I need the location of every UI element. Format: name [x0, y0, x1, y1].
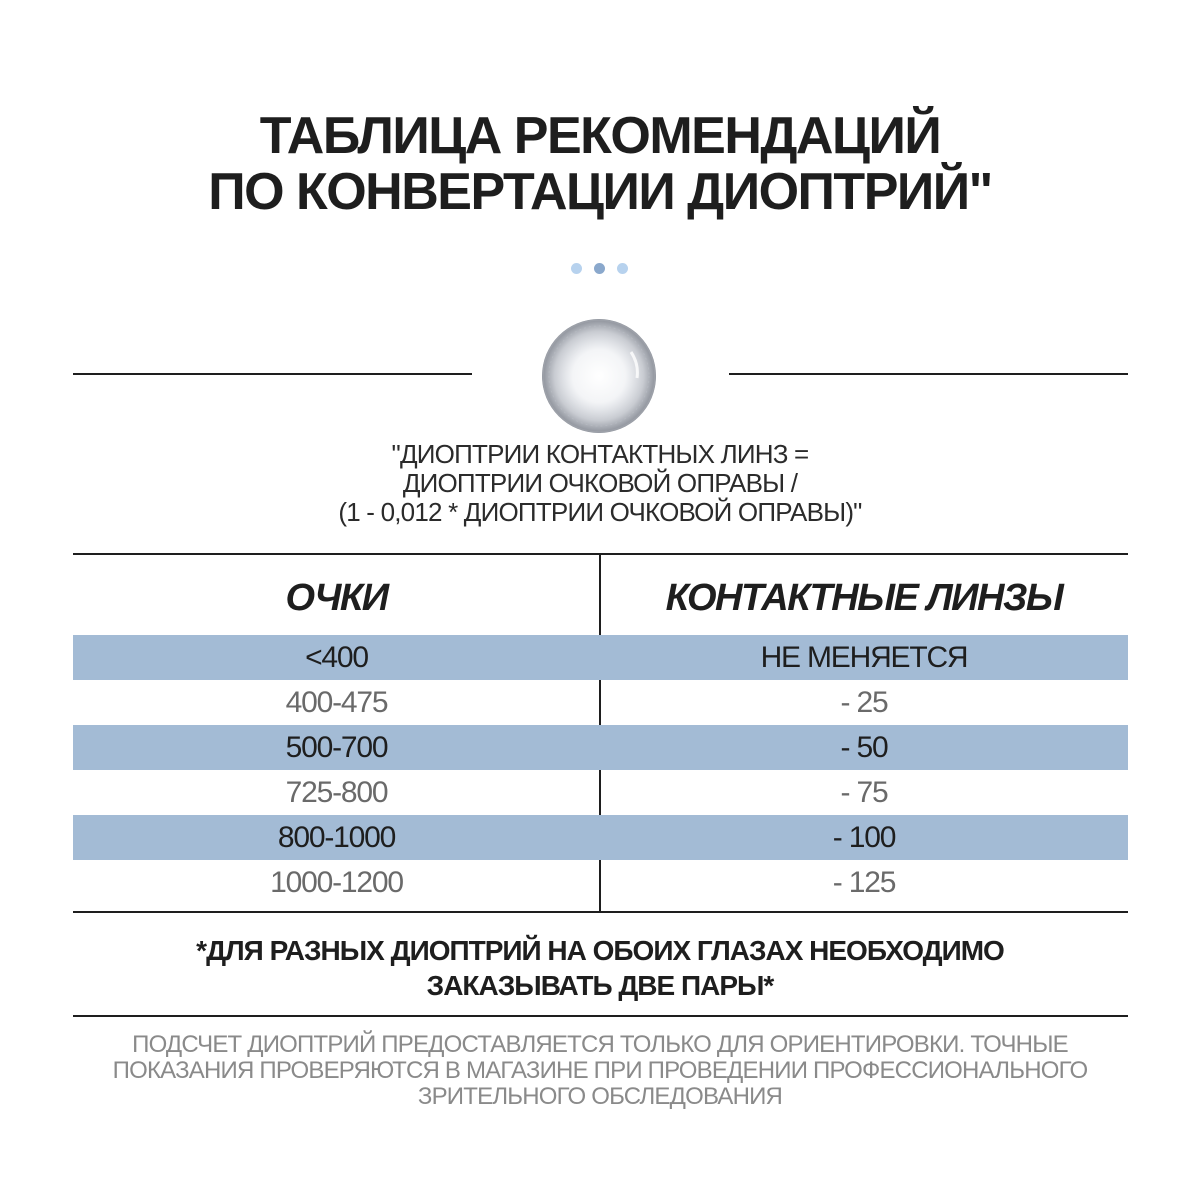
page-title-line-2: ПО КОНВЕРТАЦИИ ДИОПТРИЙ" [208, 163, 992, 221]
glasses-cell: 725-800 [285, 776, 388, 809]
disclaimer-line-2: ПОКАЗАНИЯ ПРОВЕРЯЮТСЯ В МАГАЗИНЕ ПРИ ПРОВЕДЕНИИ ПРОФЕССИОНАЛЬНОГО [112, 1057, 1088, 1084]
formula-line-3: (1 - 0,012 * ДИОПТРИИ ОЧКОВОЙ ОПРАВЫ)" [338, 497, 862, 527]
table-body [73, 635, 1128, 905]
glasses-cell: 1000-1200 [270, 866, 403, 899]
order-note [0, 933, 1200, 1003]
lens-cell: - 100 [832, 821, 896, 854]
disclaimer-line-3: ЗРИТЕЛЬНОГО ОБСЛЕДОВАНИЯ [417, 1083, 783, 1110]
divider-left [73, 373, 472, 375]
table-row [73, 860, 1128, 905]
page-title-line-1: ТАБЛИЦА РЕКОМЕНДАЦИЙ [259, 107, 941, 165]
column-header-glasses: ОЧКИ [285, 577, 388, 619]
table-row [73, 680, 1128, 725]
pagination-dot-3[interactable] [617, 263, 628, 274]
lens-cell: - 125 [832, 866, 896, 899]
disclaimer [0, 1032, 1200, 1110]
glasses-cell: 500-700 [285, 731, 388, 764]
table-row [73, 770, 1128, 815]
order-note-line-2: ЗАКАЗЫВАТЬ ДВЕ ПАРЫ* [426, 970, 774, 1001]
glasses-cell: <400 [305, 641, 368, 674]
page-title [0, 108, 1200, 220]
pagination-dot-1[interactable] [571, 263, 582, 274]
formula [0, 440, 1200, 527]
lens-cell: - 75 [840, 776, 888, 809]
column-header-contact-lenses: КОНТАКТНЫЕ ЛИНЗЫ [665, 577, 1063, 619]
divider-bottom [73, 1015, 1128, 1017]
glasses-cell: 400-475 [285, 686, 388, 719]
contact-lens-icon [541, 318, 657, 434]
table-row [73, 635, 1128, 680]
lens-cell: НЕ МЕНЯЕТСЯ [760, 641, 968, 674]
lens-cell: - 25 [840, 686, 888, 719]
formula-line-2: ДИОПТРИИ ОЧКОВОЙ ОПРАВЫ / [402, 468, 798, 498]
divider-right [729, 373, 1128, 375]
order-note-line-1: *ДЛЯ РАЗНЫХ ДИОПТРИЙ НА ОБОИХ ГЛАЗАХ НЕОБХОДИМО [196, 935, 1004, 966]
table-row [73, 725, 1128, 770]
pagination-dots [571, 263, 628, 274]
formula-line-1: "ДИОПТРИИ КОНТАКТНЫХ ЛИНЗ = [391, 439, 809, 469]
pagination-dot-2[interactable] [594, 263, 605, 274]
conversion-table [73, 553, 1128, 913]
disclaimer-line-1: ПОДСЧЕТ ДИОПТРИЙ ПРЕДОСТАВЛЯЕТСЯ ТОЛЬКО ДЛЯ ОРИЕНТИРОВКИ. ТОЧНЫЕ [132, 1031, 1068, 1058]
table-row [73, 815, 1128, 860]
glasses-cell: 800-1000 [277, 821, 396, 854]
lens-cell: - 50 [840, 731, 888, 764]
